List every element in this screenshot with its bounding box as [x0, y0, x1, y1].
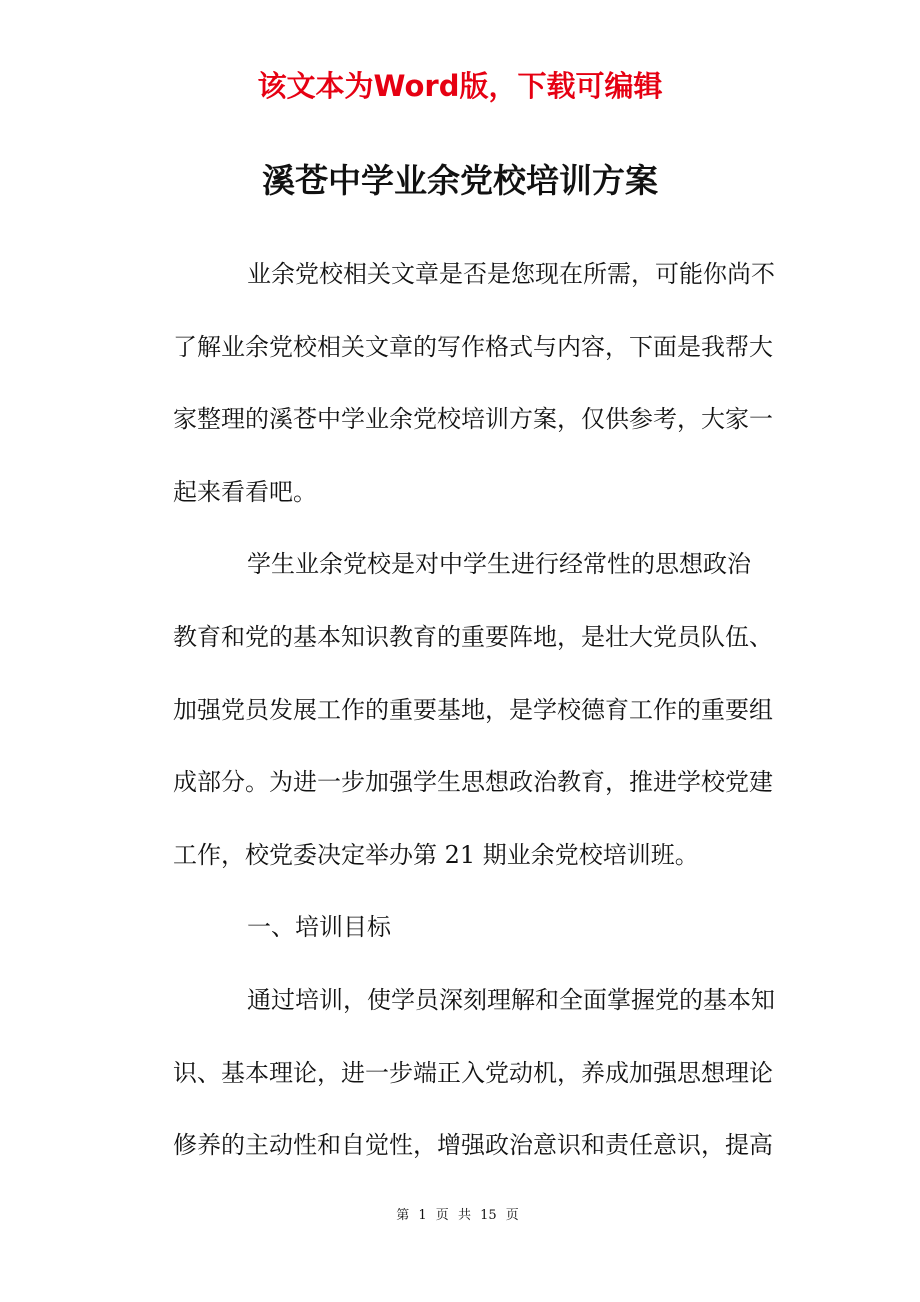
- intro-paragraph: 业余党校相关文章是否是您现在所需，可能你尚不 了解业余党校相关文章的写作格式与内容，下面是我帮大 家整理的溪苍中学业余党校培训方案，仅供参考，大家一 起来看看吧。: [173, 260, 775, 506]
- download-banner: 该文本为Word版，下载可编辑: [257, 69, 663, 103]
- section-heading-training-goals: 一、培训目标: [247, 913, 391, 942]
- document-title: 溪苍中学业余党校培训方案: [262, 161, 658, 200]
- total-page-count: 15: [480, 1208, 497, 1223]
- footer-prefix: 第: [396, 1208, 410, 1223]
- footer-page-label: 页: [435, 1208, 449, 1223]
- page-footer: [0, 1206, 920, 1226]
- document-body: [173, 238, 789, 1182]
- training-goals-paragraph: 通过培训，使学员深刻理解和全面掌握党的基本知 识、基本理论，进一步端正入党动机，养成加强思想理论 修养的主动性和自觉性，增强政治意识和责任意识，提高: [173, 985, 775, 1160]
- footer-total-prefix: 共: [457, 1208, 471, 1223]
- footer-suffix: 页: [505, 1208, 519, 1223]
- background-paragraph: 学生业余党校是对中学生进行经常性的思想政治 教育和党的基本知识教育的重要阵地，是壮大党员队伍、 加强党员发展工作的重要基地，是学校德育工作的重要组 成部分。为进一步加强学生思想政治教育，推进学校党建 工作，校党委决定举办第 21 期业余党校培训班。: [173, 550, 773, 869]
- current-page-number: 1: [418, 1208, 427, 1223]
